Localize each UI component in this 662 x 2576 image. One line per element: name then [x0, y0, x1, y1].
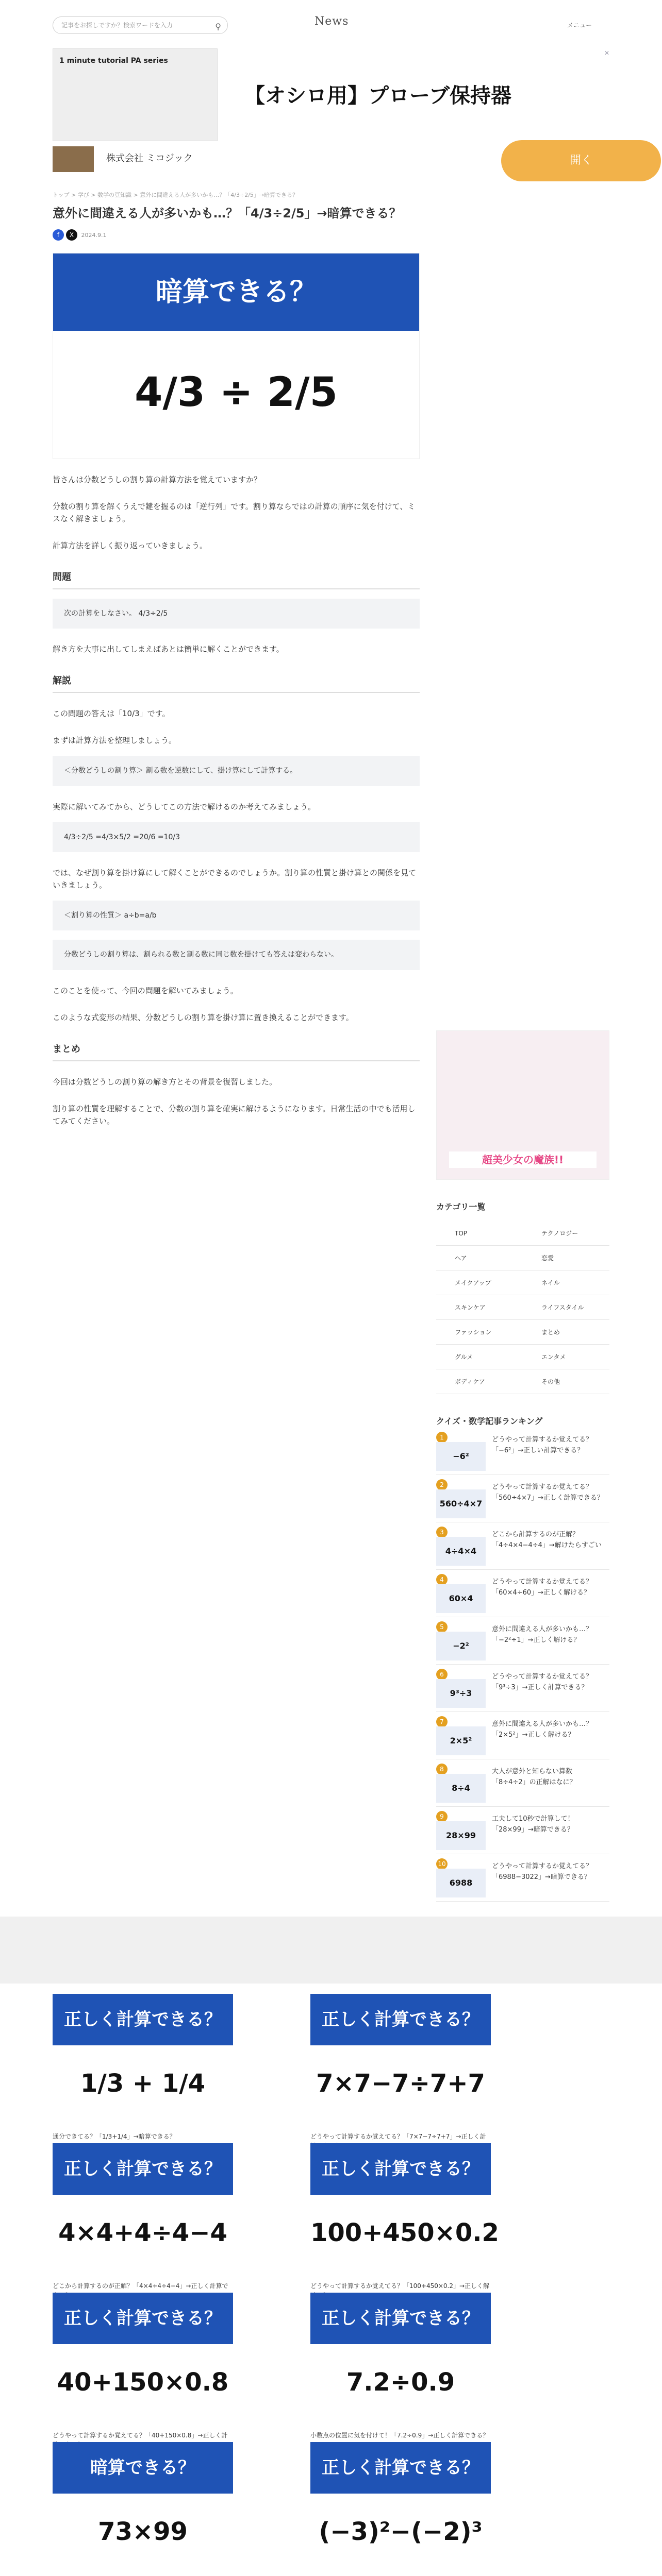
facebook-icon[interactable]: f	[53, 229, 64, 241]
rank-title[interactable]: どうやって計算するか覚えてる？「60×4÷60」→正しく解ける？	[492, 1578, 593, 1597]
answer-text-2: まずは計算方法を整理しましょう。	[53, 736, 177, 745]
card-caption[interactable]: どうやって計算するか覚えてる？「40+150×0.8」→正しく計	[53, 2432, 228, 2439]
rank-number: 3	[436, 1527, 448, 1538]
card-band: 暗算できる？	[53, 2442, 233, 2494]
card-equation: 73×99	[98, 2517, 188, 2546]
rank-number: 2	[436, 1479, 448, 1490]
ranking-item[interactable]	[436, 1428, 609, 1475]
related-card[interactable]	[310, 2442, 491, 2576]
heading-problem: 問題	[53, 570, 420, 589]
rank-number: 8	[436, 1764, 448, 1775]
rank-number: 5	[436, 1621, 448, 1633]
category-title: カテゴリ一覧	[436, 1202, 486, 1212]
card-image[interactable]	[310, 2143, 499, 2277]
ranking-item[interactable]	[436, 1759, 609, 1807]
card-image[interactable]	[53, 2442, 233, 2576]
card-caption[interactable]: 通分できてる？「1/3+1/4」→暗算できる？	[53, 2133, 176, 2140]
rank-title[interactable]: 意外に間違える人が多いかも…？「−2²÷1」→正しく解ける？	[492, 1625, 593, 1644]
category-list	[436, 1221, 609, 1394]
problem-box: 次の計算をしなさい。 4/3÷2/5	[53, 599, 420, 629]
rank-number: 4	[436, 1574, 448, 1585]
intro-text-2: 分数の割り算を解くうえで鍵を握るのは「逆行列」です。割り算ならではの計算の順序に気を付けて、ミスなく解きましょう。	[53, 502, 416, 524]
sidebar	[436, 1030, 609, 1902]
ranking-item[interactable]	[436, 1854, 609, 1902]
heading-summary: まとめ	[53, 1042, 420, 1061]
answer-text-6: このような式変形の結果、分数どうしの割り算を掛け算に置き換えることができます。	[53, 1012, 354, 1022]
card-image[interactable]	[310, 2442, 491, 2576]
header	[0, 0, 662, 52]
ad-open-button[interactable]: 開く	[501, 140, 661, 181]
ad-title[interactable]: 【オシロ用】プローブ保持器	[244, 84, 511, 108]
card-band: 正しく計算できる？	[310, 2293, 491, 2344]
answer-text-3: 実際に解いてみてから、どうしてこの方法で解けるのか考えてみましょう。	[53, 802, 316, 811]
rank-title[interactable]: どうやって計算するか覚えてる？「560÷4×7」→正しく計算できる？	[492, 1483, 604, 1502]
ad-image: 1 minute tutorial PA series	[53, 48, 218, 141]
ad-logo	[53, 146, 94, 172]
publish-date: 2024.9.1	[81, 232, 107, 239]
category-item[interactable]: テクノロジー	[523, 1221, 609, 1246]
related-card[interactable]	[310, 2143, 499, 2300]
category-item[interactable]: まとめ	[523, 1320, 609, 1345]
rank-title[interactable]: 工夫して10秒で計算して！「28×99」→暗算できる？	[492, 1815, 574, 1834]
answer-text: この問題の答えは「10/3」です。	[53, 709, 170, 719]
category-item[interactable]: TOP	[436, 1221, 523, 1246]
card-equation: 100+450×0.2	[310, 2218, 499, 2247]
ad-placeholder	[0, 1917, 662, 1984]
rank-title[interactable]: 意外に間違える人が多いかも…？「2×5²」→正しく解ける？	[492, 1720, 593, 1739]
summary-text-2: 割り算の性質を理解することで、分数の割り算を確実に解けるようになります。日常生活の中でも活用してみてください。	[53, 1104, 416, 1126]
rank-thumbnail[interactable]: 560÷4×7	[436, 1489, 486, 1518]
intro-text: 皆さんは分数どうしの割り算の計算方法を覚えていますか？	[53, 475, 262, 485]
menu-button[interactable]: メニュー	[567, 22, 592, 29]
intro-text-3: 計算方法を詳しく振り返っていきましょう。	[53, 541, 208, 551]
rank-thumbnail[interactable]: 9³÷3	[436, 1679, 486, 1708]
card-equation: 7.2÷0.9	[346, 2368, 455, 2397]
category-item[interactable]: メイクアップ	[436, 1270, 523, 1295]
rank-thumbnail[interactable]: −2²	[436, 1632, 486, 1660]
rank-thumbnail[interactable]: 60×4	[436, 1584, 486, 1613]
category-item[interactable]: ヘア	[436, 1246, 523, 1270]
card-equation: 7×7−7÷7+7	[316, 2069, 485, 2098]
category-item[interactable]: ボディケア	[436, 1369, 523, 1394]
article	[53, 191, 420, 1127]
ranking-title: クイズ・数学記事ランキング	[436, 1416, 543, 1426]
ranking-item[interactable]	[436, 1712, 609, 1759]
category-item[interactable]: スキンケア	[436, 1295, 523, 1320]
answer-text-4: では、なぜ割り算を掛け算にして解くことができるのでしょうか。割り算の性質と掛け算との関係を見ていきましょう。	[53, 868, 417, 890]
rank-thumbnail[interactable]: 28×99	[436, 1821, 486, 1850]
category-item[interactable]: ネイル	[523, 1270, 609, 1295]
card-caption[interactable]: どこから計算するのが正解？「4×4+4÷4−4」→正しく計算で	[53, 2282, 228, 2290]
rank-thumbnail[interactable]: 8÷4	[436, 1774, 486, 1803]
ranking-item[interactable]	[436, 1522, 609, 1570]
category-item[interactable]: グルメ	[436, 1345, 523, 1369]
heading-answer: 解説	[53, 674, 420, 693]
sidebar-banner[interactable]: 超美少女の魔族!!	[436, 1030, 609, 1180]
card-image[interactable]	[310, 2293, 491, 2427]
card-equation: 1/3 + 1/4	[80, 2069, 206, 2098]
card-caption[interactable]: 小数点の位置に気を付けて！「7.2÷0.9」→正しく計算できる？	[310, 2432, 489, 2439]
card-equation: (−3)²−(−2)³	[319, 2517, 483, 2546]
related-card[interactable]	[53, 1994, 233, 2141]
related-card[interactable]	[53, 2293, 233, 2449]
card-image[interactable]	[53, 1994, 233, 2128]
ranking-item[interactable]	[436, 1807, 609, 1854]
calc-box: 4/3÷2/5 =4/3×5/2 =20/6 =10/3	[53, 822, 420, 852]
search-input[interactable]: 記事をお探しですか？検索ワードを入力 ⚲	[53, 16, 228, 34]
category-item[interactable]: エンタメ	[523, 1345, 609, 1369]
card-band: 正しく計算できる？	[310, 1994, 491, 2045]
card-band: 正しく計算できる？	[310, 2442, 491, 2494]
related-card[interactable]	[53, 2143, 233, 2300]
ranking-item[interactable]	[436, 1570, 609, 1617]
search-icon[interactable]: ⚲	[215, 22, 221, 31]
category-item[interactable]: ファッション	[436, 1320, 523, 1345]
card-band: 正しく計算できる？	[53, 2293, 233, 2344]
rank-number: 7	[436, 1716, 448, 1727]
rank-number: 9	[436, 1811, 448, 1822]
rank-title[interactable]: どうやって計算するか覚えてる？「6988−3022」→暗算できる？	[492, 1862, 593, 1881]
related-card[interactable]	[53, 2442, 233, 2576]
rank-title[interactable]: どうやって計算するか覚えてる？「−6²」→正しい計算できる？	[492, 1436, 593, 1454]
summary-text: 今回は分数どうしの割り算の解き方とその背景を復習しました。	[53, 1077, 277, 1087]
hero-equation: 4/3 ÷ 2/5	[135, 369, 338, 416]
related-card[interactable]	[310, 1994, 491, 2150]
rank-title[interactable]: 大人が意外と知らない算数「8÷4÷2」の正解はなに？	[492, 1768, 576, 1786]
breadcrumb[interactable]: トップ > 学び > 数学の豆知識 > 意外に間違える人が多いかも…？「4/3÷2/5」→暗算できる？	[53, 192, 299, 198]
problem-note: 解き方を大事に出してしまえばあとは簡単に解くことができます。	[53, 645, 284, 654]
card-equation: 40+150×0.8	[57, 2368, 229, 2397]
rank-thumbnail[interactable]: 2×5²	[436, 1726, 486, 1755]
rank-thumbnail[interactable]: 6988	[436, 1869, 486, 1897]
article-meta	[53, 229, 420, 242]
ad-banner[interactable]	[53, 48, 609, 182]
card-image[interactable]	[53, 2143, 233, 2277]
x-icon[interactable]: X	[66, 229, 77, 241]
card-band: 正しく計算できる？	[310, 2143, 491, 2195]
calc-box-2: 分数どうしの割り算は、割られる数と割る数に同じ数を掛けても答えは変わらない。	[53, 940, 420, 970]
answer-text-5: このことを使って、今回の問題を解いてみましょう。	[53, 986, 238, 995]
ranking-list	[436, 1428, 609, 1902]
ranking-item[interactable]	[436, 1665, 609, 1712]
category-item[interactable]: ライフスタイル	[523, 1295, 609, 1320]
hero-image	[53, 253, 420, 459]
category-item[interactable]: その他	[523, 1369, 609, 1394]
related-card[interactable]	[310, 2293, 491, 2440]
ad-close-icon[interactable]: ✕	[604, 49, 609, 57]
ranking-item[interactable]	[436, 1475, 609, 1522]
page-title: 意外に間違える人が多いかも…？「4/3÷2/5」→暗算できる？	[53, 206, 402, 221]
rank-thumbnail[interactable]: 4÷4×4	[436, 1537, 486, 1566]
ad-company: 株式会社 ミコジック	[106, 153, 193, 164]
rank-number: 1	[436, 1432, 448, 1443]
hero-band: 暗算できる？	[53, 253, 419, 331]
property-box: ＜割り算の性質＞ a÷b=a/b	[53, 901, 420, 930]
category-item[interactable]: 恋愛	[523, 1246, 609, 1270]
card-band: 正しく計算できる？	[53, 1994, 233, 2045]
card-image[interactable]	[53, 2293, 233, 2427]
rank-number: 10	[436, 1858, 448, 1870]
card-caption[interactable]: どうやって計算するか覚えてる？「7×7−7÷7+7」→正しく計	[310, 2133, 486, 2140]
rank-title[interactable]: どこから計算するのが正解？「4÷4×4−4÷4」→解けたらすごい	[492, 1531, 602, 1549]
ranking-item[interactable]	[436, 1617, 609, 1665]
card-equation: 4×4+4÷4−4	[58, 2218, 227, 2247]
rank-number: 6	[436, 1669, 448, 1680]
card-band: 正しく計算できる？	[53, 2143, 233, 2195]
card-image[interactable]	[310, 1994, 491, 2128]
site-logo[interactable]: News	[315, 15, 349, 28]
rank-title[interactable]: どうやって計算するか覚えてる？「9³÷3」→正しく計算できる？	[492, 1673, 593, 1691]
rule-box: ＜分数どうしの割り算＞ 割る数を逆数にして、掛け算にして計算する。	[53, 756, 420, 786]
rank-thumbnail[interactable]: −6²	[436, 1442, 486, 1471]
card-caption[interactable]: どうやって計算するか覚えてる？「100+450×0.2」→正しく解	[310, 2282, 490, 2290]
